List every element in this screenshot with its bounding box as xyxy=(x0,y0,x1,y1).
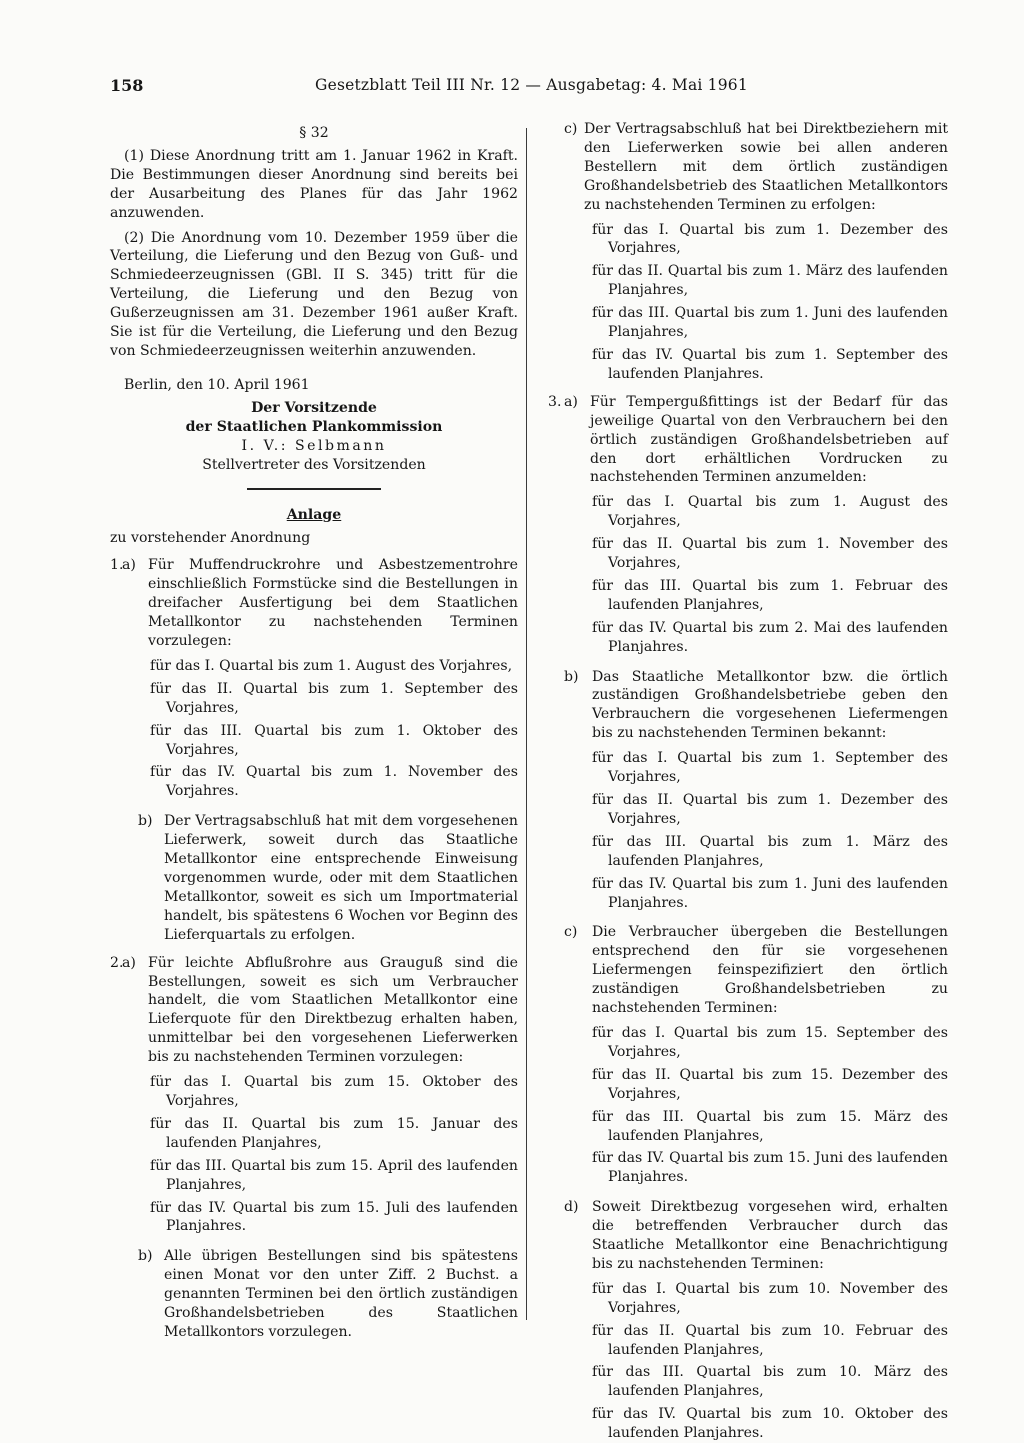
date-entry: für das I. Quartal bis zum 15. Oktober des Vorjahres, xyxy=(150,1074,518,1109)
item-label: c) xyxy=(564,924,578,941)
annex-subtitle: zu vorstehender Anordnung xyxy=(110,529,311,546)
date-list xyxy=(564,489,948,656)
date-entry: für das IV. Quartal bis zum 1. September des laufenden Planjahres. xyxy=(592,346,948,382)
item-text: Der Vertragsabschluß hat mit dem vorgesehenen Lieferwerk, soweit durch das Staatliche Metallkontor eine entsprechende Einweisung vorgenommen wurde, oder mit dem Staatlichen Metallkontor, soweit es sich um Importmaterial handelt, bis spätestens 6 Wochen vor Beginn des Lieferquartals zu erfolgen. xyxy=(164,813,518,943)
annex-heading: Anlage xyxy=(286,506,342,523)
item-text: Für leichte Abflußrohre aus Grauguß sind die Bestellungen, soweit es sich um Verbraucher handelt, die vom Staatlichen Metallkontor eine Lieferquote für den Direktbezug erhalten haben, unmittelbar bei den vorgesehenen Lieferwerken bis zu nachstehenden Terminen vorzulegen: xyxy=(148,954,518,1066)
date-entry: für das IV. Quartal bis zum 1. Juni des laufenden Planjahres. xyxy=(592,875,948,911)
item-text: Für Muffendruckrohre und Asbestzementrohre einschließlich Formstücke sind die Bestellungen in dreifacher Ausfertigung bei dem Staatlichen Metallkontor zu nachstehenden Terminen vorzulegen: xyxy=(148,557,518,650)
date-entry: für das III. Quartal bis zum 1. Februar des laufenden Planjahres, xyxy=(592,577,948,613)
item-label: a) xyxy=(564,393,578,410)
date-entry: für das IV. Quartal bis zum 15. Juni des laufenden Planjahres. xyxy=(592,1150,948,1186)
date-entry: für das III. Quartal bis zum 1. März des laufenden Planjahres, xyxy=(592,833,948,869)
date-list xyxy=(548,217,948,384)
date-entry: für das I. Quartal bis zum 10. November des Vorjahres, xyxy=(592,1280,948,1316)
date-list xyxy=(548,1020,948,1187)
item-label: b) xyxy=(564,668,579,685)
date-entry: für das IV. Quartal bis zum 10. Oktober des laufenden Planjahres. xyxy=(592,1406,948,1442)
date-entry: für das III. Quartal bis zum 1. Juni des laufenden Planjahres, xyxy=(592,305,948,341)
list-item-1b xyxy=(110,812,518,944)
date-entry: für das I. Quartal bis zum 1. August des Vorjahres, xyxy=(592,494,948,530)
list-item-1 xyxy=(110,556,518,801)
date-entry: für das II. Quartal bis zum 15. Dezember des Vorjahres, xyxy=(592,1066,948,1102)
signature-line-2: der Staatlichen Plankommission xyxy=(185,418,443,435)
item-text: Soweit Direktbezug vorgesehen wird, erhalten die betreffenden Verbraucher durch das Staatliche Metallkontor eine Benachrichtigung bis zu nachstehenden Terminen: xyxy=(592,1199,948,1272)
item-text: Die Verbraucher übergeben die Bestellungen entsprechend den für sie vorgesehenen Liefermengen feinspezifiziert den örtlich zuständigen Großhandelsbetrieben zu nachstehenden Terminen: xyxy=(592,924,948,1017)
place-date: Berlin, den 10. April 1961 xyxy=(124,376,310,393)
signature-role: Stellvertreter des Vorsitzenden xyxy=(202,456,426,473)
date-list xyxy=(548,745,948,912)
date-entry: für das I. Quartal bis zum 1. August des Vorjahres, xyxy=(150,657,513,674)
date-entry: für das IV. Quartal bis zum 15. Juli des laufenden Planjahres. xyxy=(150,1199,518,1235)
right-column xyxy=(548,120,948,1443)
item-number: 3. xyxy=(548,393,562,410)
date-entry: für das II. Quartal bis zum 1. März des laufenden Planjahres, xyxy=(592,263,948,299)
page-header xyxy=(110,76,956,100)
date-entry: für das II. Quartal bis zum 1. November des Vorjahres, xyxy=(592,536,948,572)
date-entry: für das IV. Quartal bis zum 1. November des Vorjahres. xyxy=(150,764,518,800)
date-list xyxy=(548,1276,948,1443)
date-entry: für das I. Quartal bis zum 1. Dezember des Vorjahres, xyxy=(592,221,948,257)
signature-name: I. V.: Selbmann xyxy=(241,437,387,454)
item-text: Das Staatliche Metallkontor bzw. die örtlich zuständigen Großhandelsbetriebe geben den Verbrauchern die vorgesehenen Liefermengen bis zu nachstehenden Terminen bekannt: xyxy=(592,668,948,742)
item-number: 2. xyxy=(110,954,124,971)
date-entry: für das III. Quartal bis zum 1. Oktober des Vorjahres, xyxy=(150,722,518,758)
date-entry: für das IV. Quartal bis zum 2. Mai des laufenden Planjahres. xyxy=(592,619,948,655)
list-item-2 xyxy=(110,954,518,1237)
item-label: c) xyxy=(564,121,578,137)
section-heading: § 32 xyxy=(299,125,329,141)
item-label: b) xyxy=(138,813,153,830)
list-item-3b xyxy=(548,668,948,744)
signature-line-1: Der Vorsitzende xyxy=(251,399,377,416)
item-label: d) xyxy=(564,1199,579,1216)
item-label: b) xyxy=(138,1248,153,1265)
list-item-3c xyxy=(548,923,948,1018)
date-entry: für das I. Quartal bis zum 1. September des Vorjahres, xyxy=(592,750,948,786)
item-text: Für Tempergußfittings ist der Bedarf für das jeweilige Quartal von den Verbrauchern bei den örtlich zuständigen Großhandelsbetrieben auf den dort erhältlichen Vordrucken zu nachstehenden Terminen anzumelden: xyxy=(590,393,948,486)
date-list xyxy=(122,653,518,801)
paragraph-1: (1) Diese Anordnung tritt am 1. Januar 1962 in Kraft. Die Bestimmungen dieser Anordnung sind bereits bei der Ausarbeitung des Planes für das Jahr 1962 anzuwenden. xyxy=(110,147,518,221)
date-entry: für das III. Quartal bis zum 15. März des laufenden Planjahres, xyxy=(592,1108,948,1144)
item-label: a) xyxy=(122,954,136,971)
date-entry: für das III. Quartal bis zum 10. März des laufenden Planjahres, xyxy=(592,1364,948,1400)
item-number: 1. xyxy=(110,557,124,574)
date-entry: für das II. Quartal bis zum 1. September des Vorjahres, xyxy=(150,680,518,716)
list-item-2b xyxy=(110,1247,518,1342)
paragraph-2: (2) Die Anordnung vom 10. Dezember 1959 über die Verteilung, die Lieferung und den Bezug von Guß- und Schmiedeerzeugnissen (GBl. II S. 345) tritt für die Verteilung, die Lieferung und den Bezug von Gußerzeugnissen am 31. Dezember 1961 außer Kraft. Sie ist für die Verteilung, die Lieferung und den Bezug von Schmiedeerzeugnissen weiterhin anzuwenden. xyxy=(110,229,518,359)
date-entry: für das II. Quartal bis zum 10. Februar des laufenden Planjahres, xyxy=(592,1322,948,1358)
list-item-2c xyxy=(548,120,948,215)
date-entry: für das III. Quartal bis zum 15. April des laufenden Planjahres, xyxy=(150,1157,518,1193)
date-list xyxy=(122,1069,518,1236)
date-entry: für das II. Quartal bis zum 15. Januar des laufenden Planjahres, xyxy=(150,1115,518,1151)
item-text: Der Vertragsabschluß hat bei Direktbeziehern mit den Lieferwerken sowie bei allen anderen Bestellern mit dem örtlich zuständigen Großhandelsbetrieb des Staatlichen Metallkontors zu nachstehenden Terminen zu erfolgen: xyxy=(584,121,948,213)
list-item-3 xyxy=(548,393,948,657)
column-divider xyxy=(526,128,527,1320)
date-entry: für das I. Quartal bis zum 15. September des Vorjahres, xyxy=(592,1024,948,1060)
left-column xyxy=(110,124,518,1342)
list-item-3d xyxy=(548,1198,948,1274)
item-label: a) xyxy=(122,557,136,574)
page-number: 158 xyxy=(110,76,144,95)
date-entry: für das II. Quartal bis zum 1. Dezember des Vorjahres, xyxy=(592,792,948,827)
running-title: Gesetzblatt Teil III Nr. 12 — Ausgabetag: 4. Mai 1961 xyxy=(315,76,748,94)
item-text: Alle übrigen Bestellungen sind bis spätestens einen Monat vor den unter Ziff. 2 Buchst. a genannten Terminen bei den örtlich zuständigen Großhandelsbetrieben des Staatlichen Metallkontors vorzulegen. xyxy=(164,1248,518,1340)
separator-rule xyxy=(247,488,381,489)
